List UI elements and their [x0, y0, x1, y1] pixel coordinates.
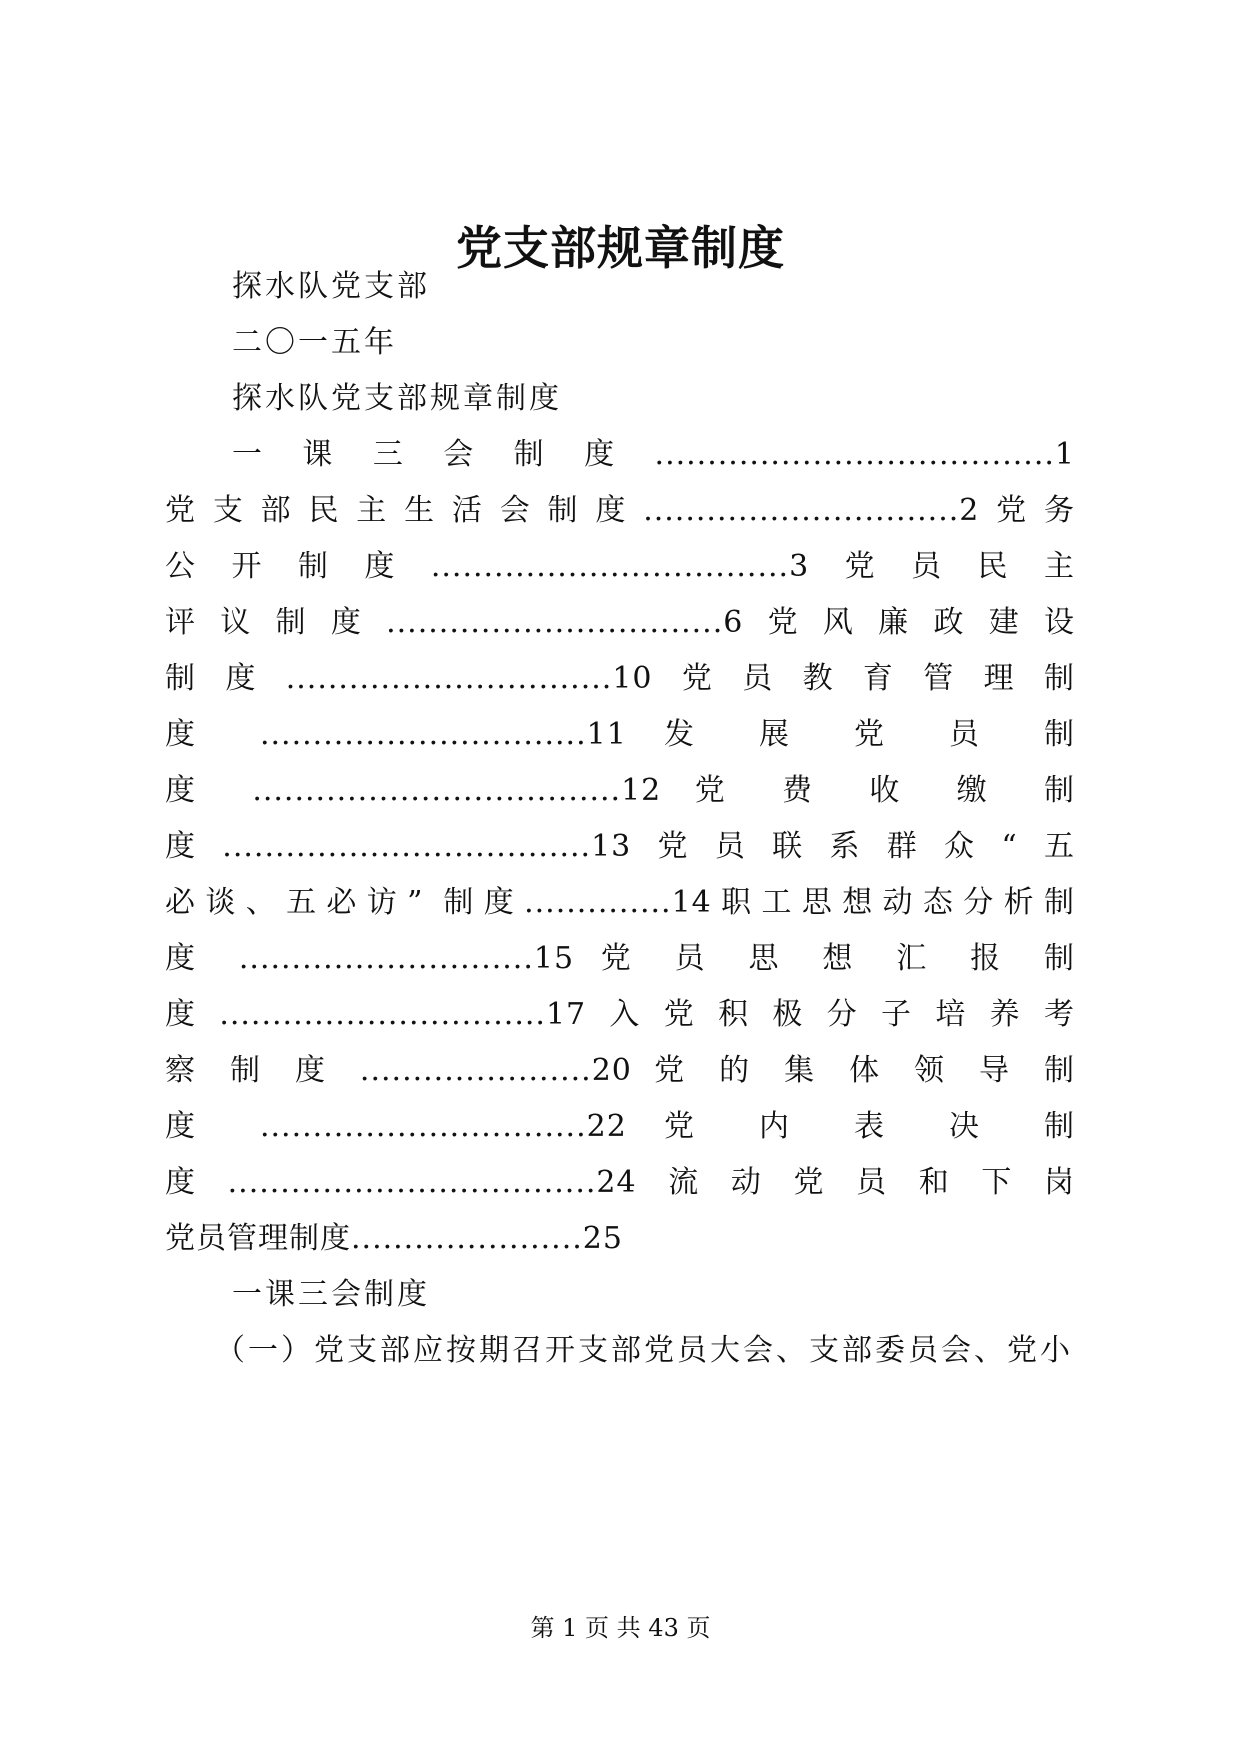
body-paragraph: （一）党支部应按期召开支部党员大会、支部委员会、党小	[215, 1333, 1073, 1368]
toc-line: 察 制 度 ......................20 党 的 集 体 领 导 制	[165, 1053, 1075, 1088]
toc-line: 度...................................13党员联系群众“五	[165, 829, 1075, 864]
subtitle-line: 探水队党支部规章制度	[232, 381, 562, 416]
issuer-line: 探水队党支部	[232, 269, 430, 304]
toc-line: 度...................................24流动党员和下岗	[165, 1165, 1075, 1200]
toc-line: 度 ............................15 党 员 思 想 汇 报 制	[165, 941, 1075, 976]
toc-line: 评议制度................................6党风廉政建设	[165, 605, 1075, 640]
toc-line: 度...............................17入党积极分子培养考	[165, 997, 1075, 1032]
toc-line: 度 ...............................11 发 展 党 员 制	[165, 717, 1075, 752]
toc-line: 度 ...............................22 党 内 表 决 制	[165, 1109, 1075, 1144]
toc-line: 党员管理制度......................25	[165, 1221, 623, 1256]
year-line: 二〇一五年	[232, 325, 397, 360]
toc-line: 党支部民主生活会制度..............................2党务	[165, 493, 1075, 528]
toc-line: 必谈、五必访” 制度..............14职工思想动态分析制	[165, 885, 1075, 920]
toc-line: 制度...............................10党员教育管理制	[165, 661, 1075, 696]
toc-line: 度 ...................................12 党 费 收 缴 制	[165, 773, 1075, 808]
page-footer: 第 1 页 共 43 页	[530, 1614, 711, 1642]
toc-line: 公开制度..................................3党员民主	[165, 549, 1075, 584]
toc-line: 一课三会制度......................................1	[232, 437, 1075, 472]
section-heading: 一课三会制度	[232, 1277, 430, 1312]
document-title: 党支部规章制度	[456, 221, 785, 275]
